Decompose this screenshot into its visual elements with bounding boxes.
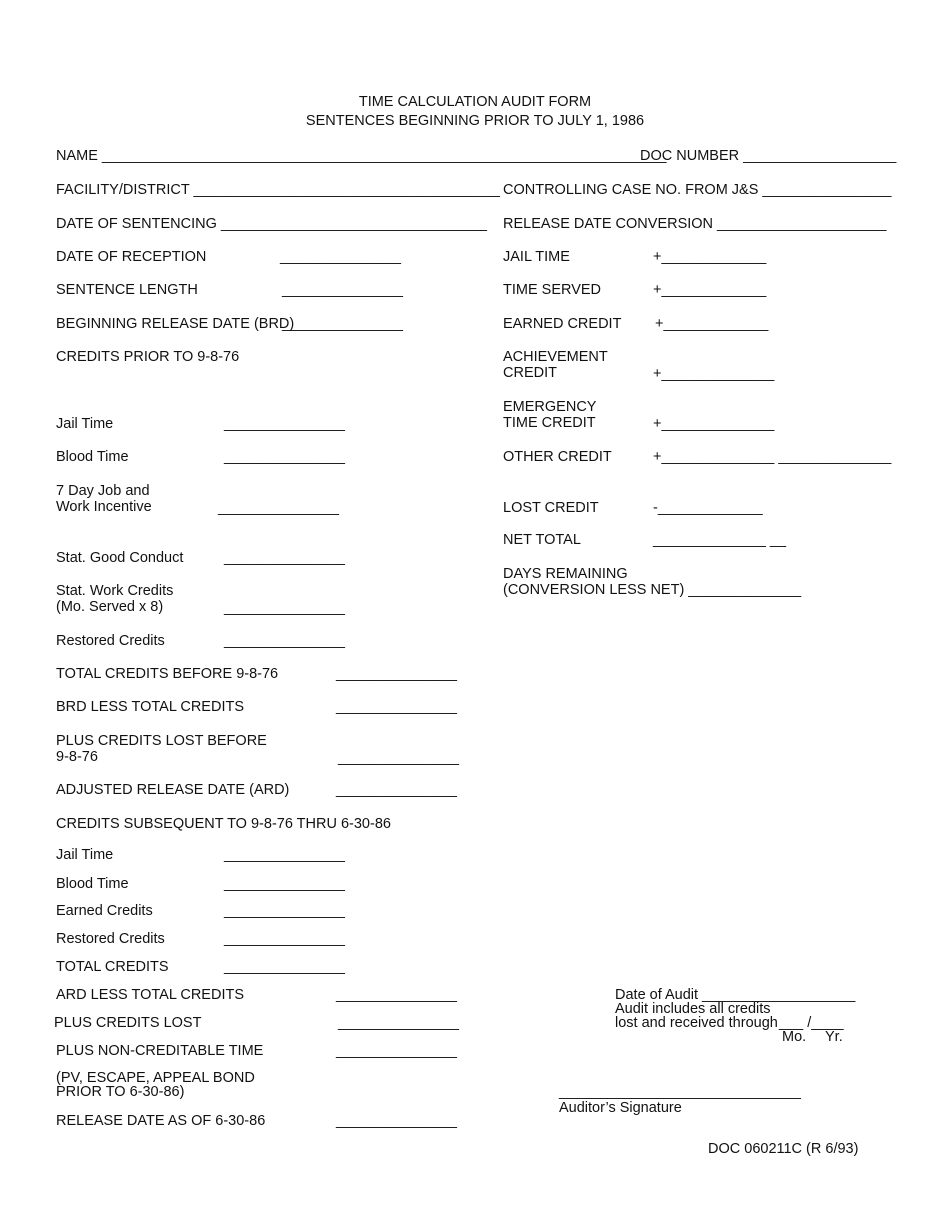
total-credits-label: TOTAL CREDITS: [56, 959, 169, 975]
restored-credits-2-label: Restored Credits: [56, 931, 165, 947]
release-date-6-30-86-line[interactable]: _______________: [336, 1113, 457, 1129]
brd-less-total-line[interactable]: _______________: [336, 699, 457, 715]
sentence-length-line[interactable]: _______________: [282, 282, 403, 298]
name-field[interactable]: NAME ______________________________________________________________________: [56, 148, 667, 164]
ard-less-total-line[interactable]: _______________: [336, 987, 457, 1003]
earned-credit-label: EARNED CREDIT: [503, 316, 622, 332]
total-credits-before-label: TOTAL CREDITS BEFORE 9-8-76: [56, 666, 279, 682]
auditor-signature-line[interactable]: ______________________________: [559, 1084, 801, 1100]
stat-work-credits-line[interactable]: _______________: [224, 600, 345, 616]
plus-credits-lost-before-label: PLUS CREDITS LOST BEFORE 9-8-76: [56, 733, 267, 765]
job-incentive-line[interactable]: _______________: [218, 500, 339, 516]
lost-credit-line[interactable]: -_____________: [653, 500, 763, 516]
ard-label: ADJUSTED RELEASE DATE (ARD): [56, 782, 290, 798]
total-credits-line[interactable]: _______________: [224, 959, 345, 975]
form-number: DOC 060211C (R 6/93): [708, 1141, 859, 1157]
other-credit-label: OTHER CREDIT: [503, 449, 612, 465]
stat-work-credits-label: Stat. Work Credits (Mo. Served x 8): [56, 583, 174, 615]
days-remaining-field[interactable]: DAYS REMAINING (CONVERSION LESS NET) ______________: [503, 566, 802, 598]
job-incentive-label: 7 Day Job and Work Incentive: [56, 483, 152, 515]
net-total-line[interactable]: ______________ __: [653, 532, 787, 548]
month-label: Mo.: [782, 1029, 807, 1045]
sentence-length-label: SENTENCE LENGTH: [56, 282, 198, 298]
controlling-case-field[interactable]: CONTROLLING CASE NO. FROM J&S ________________: [503, 182, 892, 198]
jail-time-2-label: Jail Time: [56, 847, 114, 863]
blood-time-2-label: Blood Time: [56, 876, 129, 892]
achievement-credit-line[interactable]: +______________: [653, 366, 775, 382]
lost-received-through-text: lost and received through: [615, 1015, 778, 1031]
plus-credits-lost-label: PLUS CREDITS LOST: [54, 1015, 202, 1031]
blood-time-label: Blood Time: [56, 449, 129, 465]
blood-time-line[interactable]: _______________: [224, 449, 345, 465]
plus-credits-lost-before-line[interactable]: _______________: [338, 750, 459, 766]
pv-escape-note: (PV, ESCAPE, APPEAL BOND PRIOR TO 6-30-86): [56, 1070, 255, 1100]
month-year-blanks[interactable]: ___ /____: [779, 1015, 844, 1031]
brd-label: BEGINNING RELEASE DATE (BRD): [56, 316, 295, 332]
doc-number-field[interactable]: DOC NUMBER ___________________: [640, 148, 897, 164]
other-credit-line[interactable]: +______________ ______________: [653, 449, 892, 465]
facility-district-field[interactable]: FACILITY/DISTRICT ______________________________________: [56, 182, 500, 198]
plus-non-creditable-line[interactable]: _______________: [336, 1043, 457, 1059]
earned-credits-line[interactable]: _______________: [224, 903, 345, 919]
stat-good-conduct-label: Stat. Good Conduct: [56, 550, 184, 566]
emergency-time-credit-label: EMERGENCY TIME CREDIT: [503, 399, 597, 431]
lost-credit-label: LOST CREDIT: [503, 500, 599, 516]
time-served-label: TIME SERVED: [503, 282, 602, 298]
restored-credits-label: Restored Credits: [56, 633, 165, 649]
date-of-reception-label: DATE OF RECEPTION: [56, 249, 207, 265]
form-subtitle: SENTENCES BEGINNING PRIOR TO JULY 1, 1986: [305, 113, 645, 129]
audit-includes-text: Audit includes all credits: [615, 1001, 771, 1017]
r-jail-time-label: JAIL TIME: [503, 249, 570, 265]
credits-subsequent-heading: CREDITS SUBSEQUENT TO 9-8-76 THRU 6-30-86: [56, 816, 391, 832]
restored-credits-line[interactable]: _______________: [224, 633, 345, 649]
jail-time-2-line[interactable]: _______________: [224, 847, 345, 863]
date-of-reception-line[interactable]: _______________: [280, 249, 401, 265]
jail-time-line[interactable]: _______________: [224, 416, 345, 432]
r-jail-time-line[interactable]: +_____________: [653, 249, 767, 265]
time-served-line[interactable]: +_____________: [653, 282, 767, 298]
earned-credit-line[interactable]: +_____________: [655, 316, 769, 332]
stat-good-conduct-line[interactable]: _______________: [224, 550, 345, 566]
blood-time-2-line[interactable]: _______________: [224, 876, 345, 892]
net-total-label: NET TOTAL: [503, 532, 581, 548]
total-credits-before-line[interactable]: _______________: [336, 666, 457, 682]
year-label: Yr.: [825, 1029, 843, 1045]
credits-prior-heading: CREDITS PRIOR TO 9-8-76: [56, 349, 240, 365]
restored-credits-2-line[interactable]: _______________: [224, 931, 345, 947]
plus-non-creditable-label: PLUS NON-CREDITABLE TIME: [56, 1043, 264, 1059]
ard-less-total-label: ARD LESS TOTAL CREDITS: [56, 987, 245, 1003]
brd-line[interactable]: _______________: [282, 316, 403, 332]
jail-time-label: Jail Time: [56, 416, 114, 432]
release-date-6-30-86-label: RELEASE DATE AS OF 6-30-86: [56, 1113, 266, 1129]
brd-less-total-label: BRD LESS TOTAL CREDITS: [56, 699, 245, 715]
ard-line[interactable]: _______________: [336, 782, 457, 798]
emergency-time-credit-line[interactable]: +______________: [653, 416, 775, 432]
date-of-sentencing-field[interactable]: DATE OF SENTENCING _________________________________: [56, 216, 487, 232]
auditor-signature-label: Auditor’s Signature: [559, 1100, 682, 1116]
form-title: TIME CALCULATION AUDIT FORM: [358, 94, 592, 110]
plus-credits-lost-line[interactable]: _______________: [338, 1015, 459, 1031]
date-of-audit-field[interactable]: Date of Audit ___________________: [615, 987, 856, 1003]
achievement-credit-label: ACHIEVEMENT CREDIT: [503, 349, 608, 381]
earned-credits-label: Earned Credits: [56, 903, 153, 919]
release-date-conversion-field[interactable]: RELEASE DATE CONVERSION _____________________: [503, 216, 887, 232]
